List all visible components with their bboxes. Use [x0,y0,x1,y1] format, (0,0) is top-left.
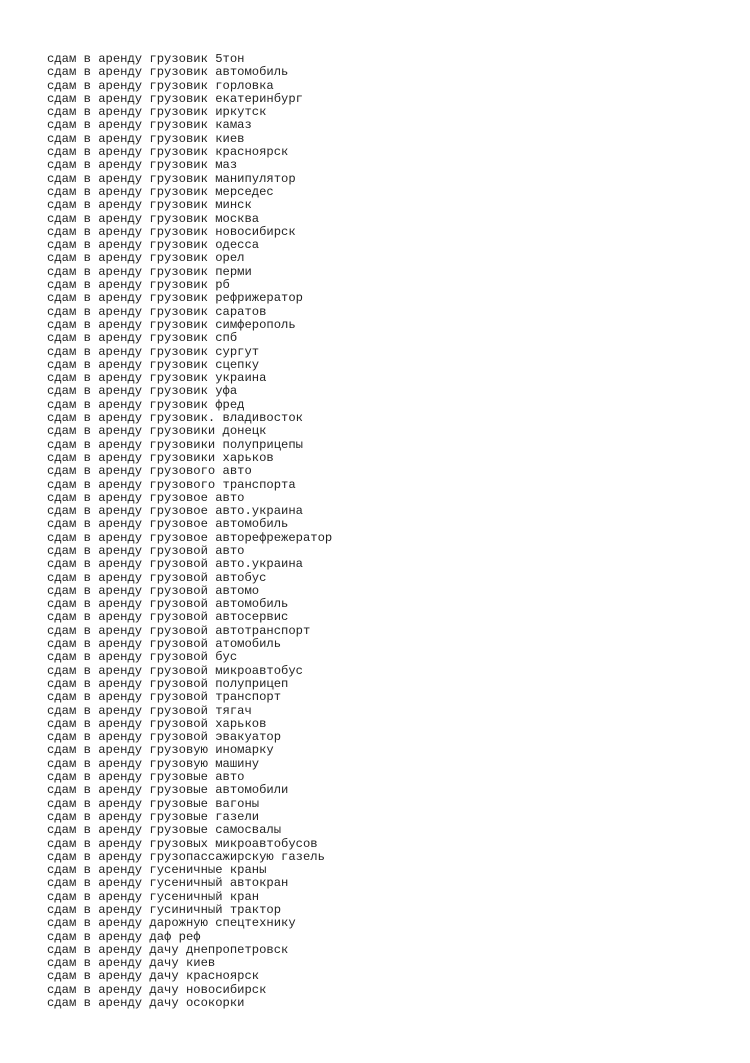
text-line: сдам в аренду гусиничный трактор [47,903,282,917]
text-line: сдам в аренду грузовой бус [47,650,238,665]
text-line: сдам в аренду грузовик симферополь [47,317,296,332]
text-line: сдам в аренду грузовой харьков [47,716,267,731]
text-line: сдам в аренду дарожную спецтехнику [47,916,296,931]
text-line: сдам в аренду грузовой автомобиль [47,597,289,612]
text-line: сдам в аренду грузовые газели [47,809,260,824]
text-line: сдам в аренду грузовик перми [47,264,252,279]
text-line: сдам в аренду грузовик рефрижератор [47,291,303,306]
text-line: сдам в аренду грузовик новосибирск [47,224,296,239]
text-line: сдам в аренду даф реф [47,929,201,944]
text-line: сдам в аренду грузовик маз [47,158,238,173]
text-line: сдам в аренду грузовики харьков [47,450,274,465]
text-line: сдам в аренду грузовой авто [47,543,245,558]
text-line: сдам в аренду грузовой автомо [47,583,260,598]
text-line: сдам в аренду грузовой авто.украина [47,557,303,572]
text-line: сдам в аренду грузовик одесса [47,238,260,253]
text-line: сдам в аренду грузовой автосервис [47,610,289,625]
text-line: сдам в аренду грузовик камаз [47,118,252,133]
text-line: сдам в аренду грузовой автотранспорт [47,623,311,638]
text-line: сдам в аренду грузовые автомобили [47,783,289,798]
text-line: сдам в аренду грузовик екатеринбург [47,91,303,106]
text-line: сдам в аренду грузовое автомобиль [47,517,289,532]
text-line: сдам в аренду грузовой тягач [47,703,252,718]
text-line: сдам в аренду грузовое авто.украина [47,504,303,519]
text-line: сдам в аренду грузовое авто [47,490,245,505]
text-line: сдам в аренду грузовой полуприцеп [47,676,289,691]
text-line: сдам в аренду грузовое авторефрежератор [47,530,333,545]
text-line: сдам в аренду грузовые вагоны [47,796,260,811]
text-line: сдам в аренду грузовик 5тон [47,52,245,66]
text-line: сдам в аренду грузовик минск [47,198,252,213]
text-line: сдам в аренду грузовой атомобиль [47,637,282,652]
text-line: сдам в аренду грузовик орел [47,251,245,266]
text-line: сдам в аренду грузовик фред [47,397,245,412]
text-line: сдам в аренду дачу красноярск [47,969,260,984]
text-line: сдам в аренду гусеничные краны [47,863,267,878]
text-line: сдам в аренду дачу осокорки [47,996,245,1011]
text-line: сдам в аренду грузовик мерседес [47,184,274,199]
text-line: сдам в аренду грузовик спб [47,331,238,346]
text-line: сдам в аренду грузовик иркутск [47,105,267,120]
text-line: сдам в аренду грузовик саратов [47,304,267,319]
text-line: сдам в аренду грузового авто [47,464,252,479]
text-line: сдам в аренду грузовик. владивосток [47,411,303,426]
text-line: сдам в аренду грузовики донецк [47,424,267,439]
text-line: сдам в аренду дачу новосибирск [47,982,267,997]
text-line: сдам в аренду дачу днепропетровск [47,942,289,957]
text-line: сдам в аренду грузовой автобус [47,570,267,585]
text-line: сдам в аренду грузовик сцепку [47,357,260,372]
text-line: сдам в аренду грузовики полуприцепы [47,437,303,452]
text-line: сдам в аренду грузовик автомобиль [47,65,289,80]
text-line: сдам в аренду грузовик манипулятор [47,171,296,186]
text-line-list [47,53,332,1010]
text-line: сдам в аренду грузовые самосвалы [47,823,282,838]
text-line: сдам в аренду грузовой эвакуатор [47,730,282,745]
text-line: сдам в аренду грузовик сургут [47,344,260,359]
text-line: сдам в аренду дачу киев [47,956,216,971]
text-line: сдам в аренду грузовых микроавтобусов [47,836,318,851]
text-line: сдам в аренду грузопассажирскую газель [47,849,325,864]
text-line: сдам в аренду грузовик красноярск [47,145,289,160]
text-line: сдам в аренду грузовик украина [47,371,267,386]
text-line: сдам в аренду грузовик рб [47,278,230,293]
text-line: сдам в аренду грузовые авто [47,770,245,785]
text-line: сдам в аренду грузовик москва [47,211,260,226]
text-line: сдам в аренду грузовик киев [47,131,245,146]
text-line: сдам в аренду грузовую иномарку [47,743,274,758]
text-line: сдам в аренду грузовой транспорт [47,690,282,705]
text-line: сдам в аренду гусеничный кран [47,889,260,904]
text-line: сдам в аренду грузовик горловка [47,78,274,93]
text-line: сдам в аренду грузовую машину [47,756,260,771]
text-line: сдам в аренду грузовик уфа [47,384,238,399]
text-line: сдам в аренду гусеничный автокран [47,876,289,891]
text-line: сдам в аренду грузового транспорта [47,477,296,492]
text-line: сдам в аренду грузовой микроавтобус [47,663,303,678]
